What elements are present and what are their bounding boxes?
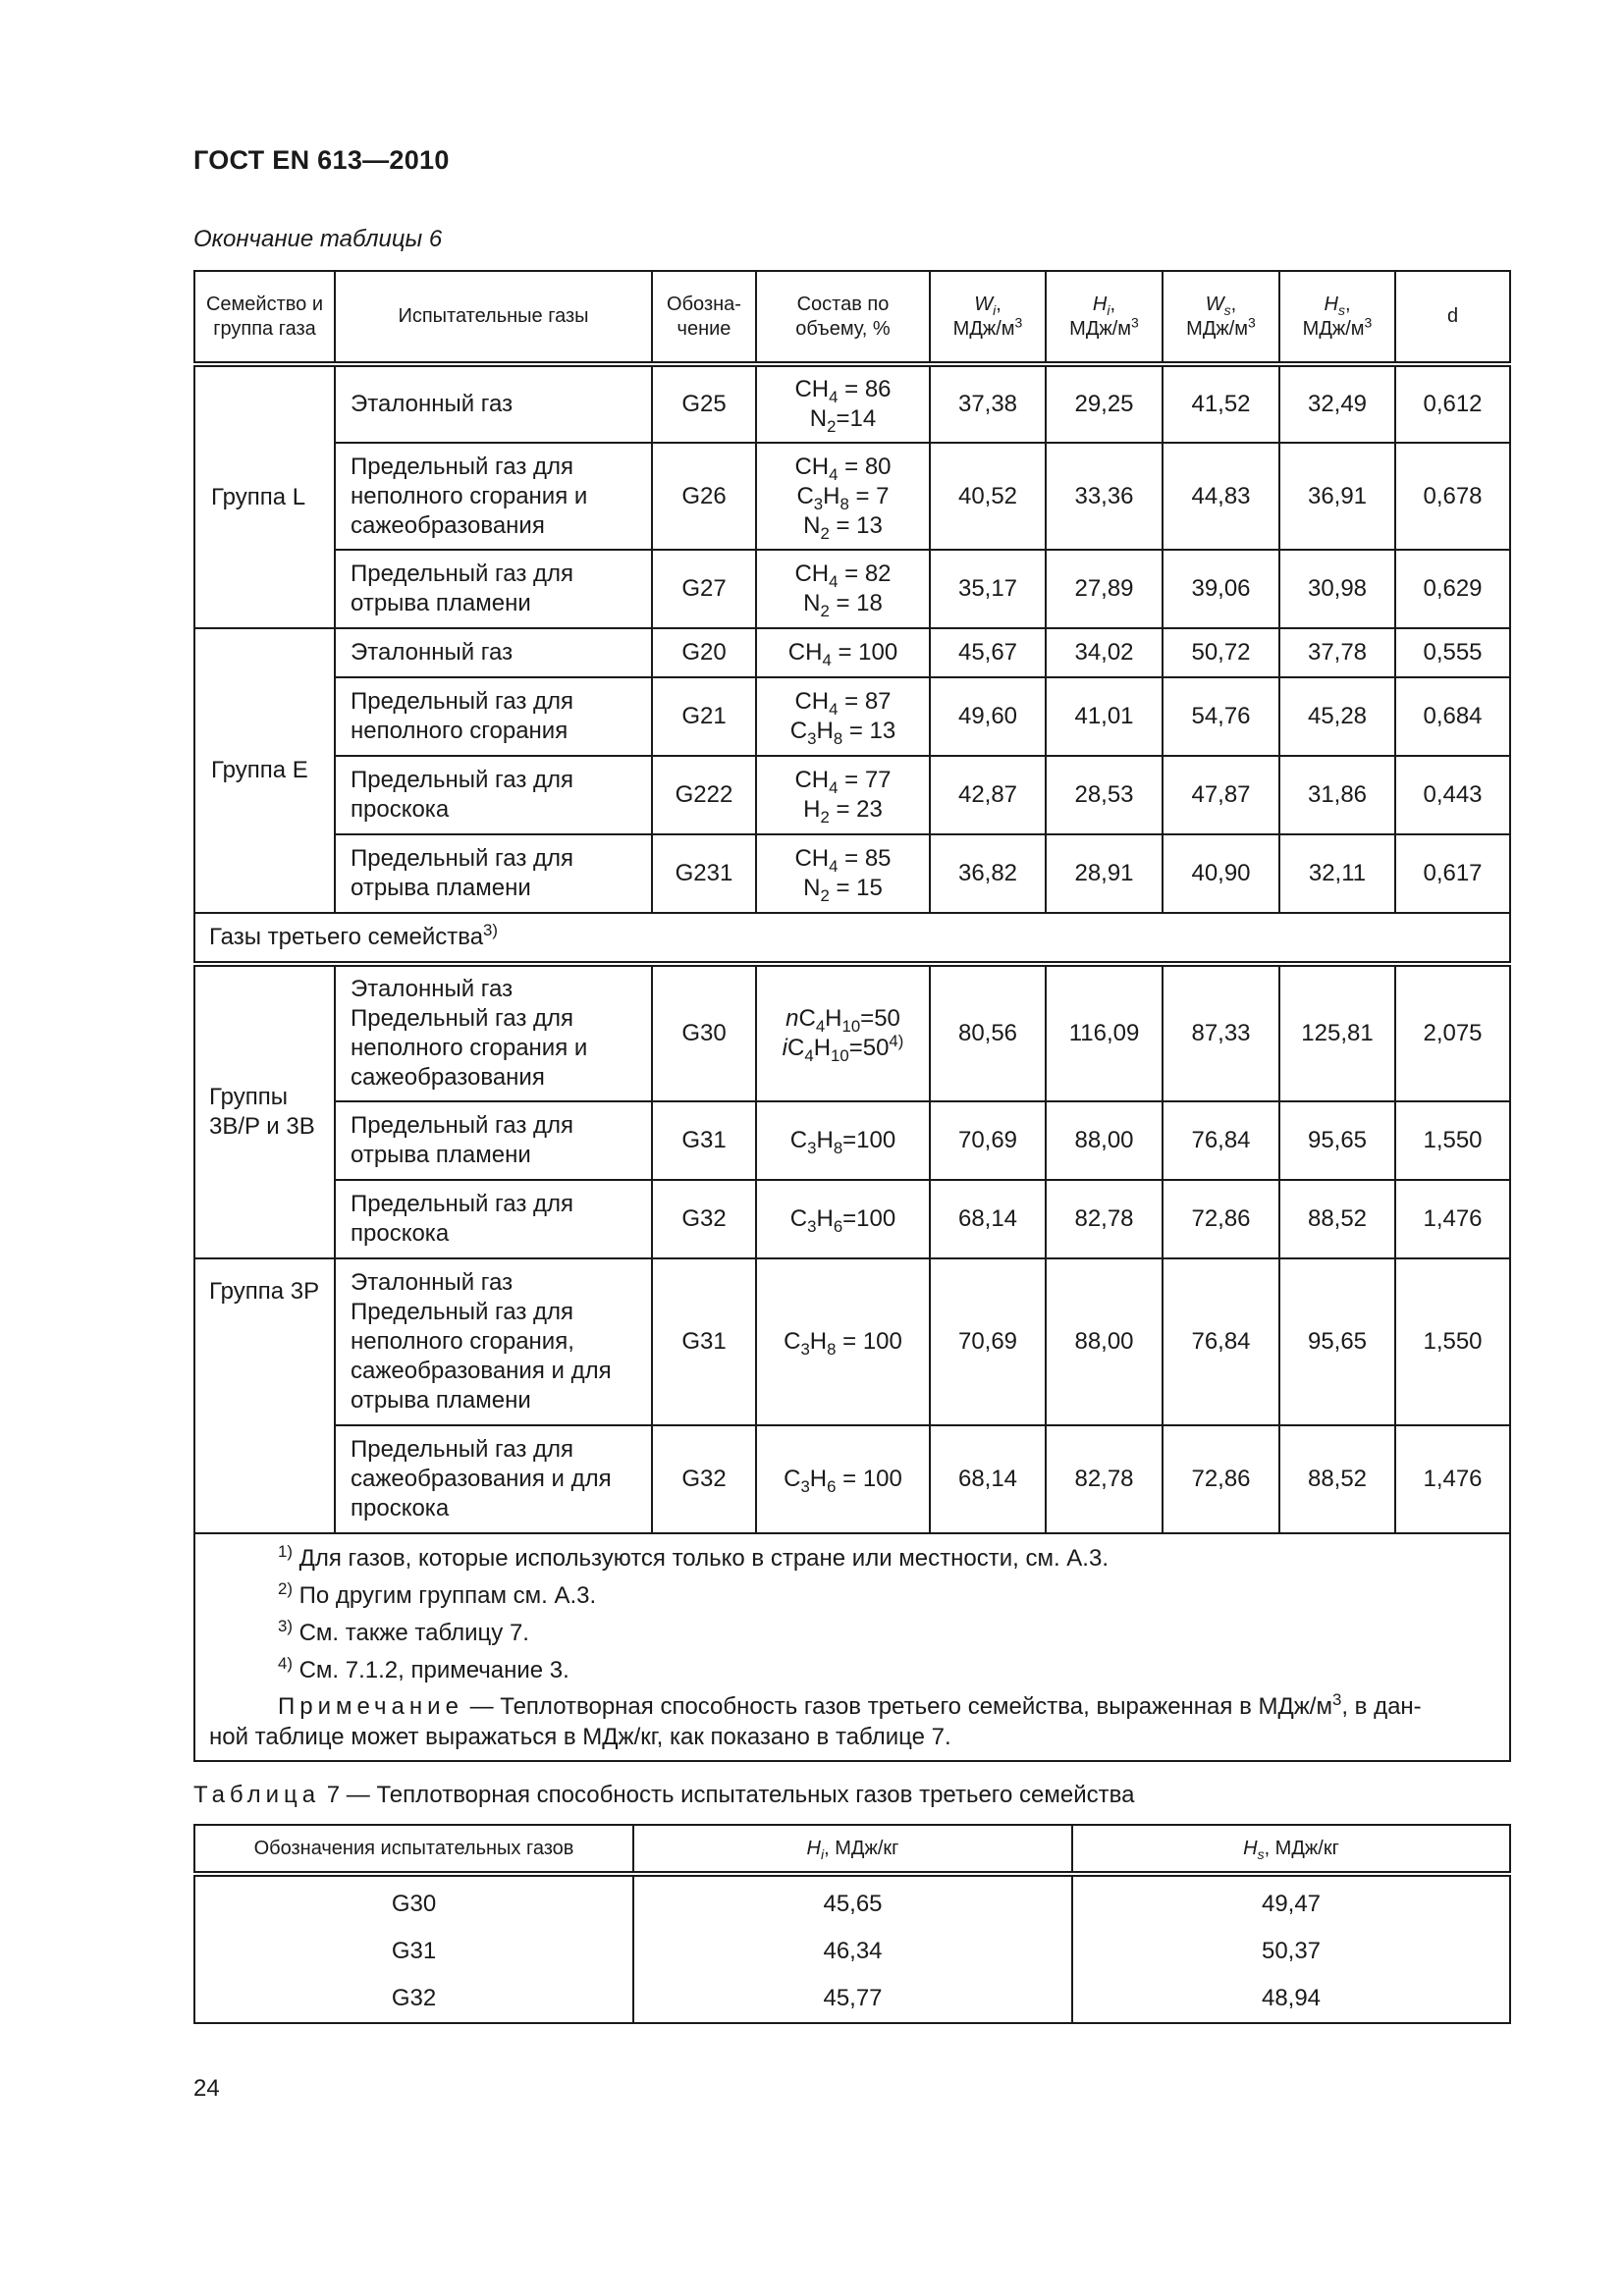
value-ws: 47,87 — [1163, 756, 1279, 834]
value-hs: 95,65 — [1279, 1258, 1395, 1425]
gas-code: G21 — [652, 677, 756, 756]
gas-composition: $CH_4 = 86$ $N_2=14$ — [756, 364, 930, 443]
value-hs: 36,91 — [1279, 443, 1395, 550]
table-row — [194, 550, 1510, 628]
value-hi: 88,00 — [1046, 1101, 1163, 1180]
t7-hs: 49,47 — [1072, 1874, 1510, 1928]
table-6-caption: Окончание таблицы 6 — [193, 226, 443, 252]
value-ws: 76,84 — [1163, 1101, 1279, 1180]
gas-code: G31 — [652, 1101, 756, 1180]
group-l-label: Группа L — [194, 364, 335, 628]
value-ws: 40,90 — [1163, 834, 1279, 913]
value-hi: 29,25 — [1046, 364, 1163, 443]
t7-header-hs: $H_s$, МДж/кг — [1072, 1825, 1510, 1874]
value-wi: 80,56 — [930, 964, 1046, 1101]
group-3bp-label: Группы 3B/P и 3B — [194, 964, 335, 1258]
value-hs: 45,28 — [1279, 677, 1395, 756]
third-family-row — [194, 913, 1510, 964]
value-d: 0,617 — [1395, 834, 1510, 913]
gas-name: Предельный газ для отрыва пламени — [335, 1101, 652, 1180]
value-hi: 88,00 — [1046, 1258, 1163, 1425]
value-d: 1,476 — [1395, 1425, 1510, 1533]
t7-hs: 50,37 — [1072, 1928, 1510, 1975]
value-wi: 35,17 — [930, 550, 1046, 628]
third-family-label: Газы третьего семейства$^{3)}$ — [194, 913, 1510, 964]
value-wi: 68,14 — [930, 1425, 1046, 1533]
value-wi: 70,69 — [930, 1101, 1046, 1180]
value-d: 0,555 — [1395, 628, 1510, 677]
value-d: 0,443 — [1395, 756, 1510, 834]
t7-header-hi: $H_i$, МДж/кг — [633, 1825, 1072, 1874]
gas-composition: $nC_4H_{10}=50$ $iC_4H_{10}=50^{4)}$ — [756, 964, 930, 1101]
value-hs: 31,86 — [1279, 756, 1395, 834]
value-d: 1,476 — [1395, 1180, 1510, 1258]
gas-name: Эталонный газ Предельный газ для неполного сгорания и сажеобразования — [335, 964, 652, 1101]
group-e-label: Группа E — [194, 628, 335, 913]
t7-code: G32 — [194, 1975, 633, 2023]
table-row — [194, 628, 1510, 677]
value-d: 0,612 — [1395, 364, 1510, 443]
t7-code: G30 — [194, 1874, 633, 1928]
header-composition: Состав по объему, % — [756, 271, 930, 364]
value-hi: 82,78 — [1046, 1180, 1163, 1258]
value-wi: 68,14 — [930, 1180, 1046, 1258]
value-ws: 41,52 — [1163, 364, 1279, 443]
gas-composition: $CH_4 = 87$ $C_3H_8 = 13$ — [756, 677, 930, 756]
table-6 — [193, 270, 1511, 1762]
header-hs: $H_s$, МДж/$м^3$ — [1279, 271, 1395, 364]
value-hs: 32,11 — [1279, 834, 1395, 913]
value-hi: 82,78 — [1046, 1425, 1163, 1533]
table-row — [194, 1874, 1510, 1928]
value-wi: 37,38 — [930, 364, 1046, 443]
t7-hs: 48,94 — [1072, 1975, 1510, 2023]
gas-code: G32 — [652, 1180, 756, 1258]
value-ws: 44,83 — [1163, 443, 1279, 550]
gas-composition: $CH_4 = 82$ $N_2 = 18$ — [756, 550, 930, 628]
value-d: 2,075 — [1395, 964, 1510, 1101]
value-ws: 72,86 — [1163, 1180, 1279, 1258]
table-row — [194, 1258, 1510, 1425]
gas-composition: $C_3H_6=100$ — [756, 1180, 930, 1258]
value-d: 0,678 — [1395, 443, 1510, 550]
value-hs: 32,49 — [1279, 364, 1395, 443]
value-d: 1,550 — [1395, 1258, 1510, 1425]
gas-name: Предельный газ для неполного сгорания — [335, 677, 652, 756]
value-wi: 49,60 — [930, 677, 1046, 756]
value-hi: 28,91 — [1046, 834, 1163, 913]
gas-code: G222 — [652, 756, 756, 834]
header-d: d — [1395, 271, 1510, 364]
gas-code: G26 — [652, 443, 756, 550]
gas-name: Предельный газ для сажеобразования и для проскока — [335, 1425, 652, 1533]
header-hi: $H_i$, МДж/$м^3$ — [1046, 271, 1163, 364]
gas-composition: $C_3H_8=100$ — [756, 1101, 930, 1180]
value-hs: 37,78 — [1279, 628, 1395, 677]
group-3p-label: Группа 3P — [194, 1258, 335, 1533]
value-wi: 36,82 — [930, 834, 1046, 913]
value-wi: 40,52 — [930, 443, 1046, 550]
gas-name: Предельный газ для проскока — [335, 1180, 652, 1258]
gas-composition: $C_3H_8 = 100$ — [756, 1258, 930, 1425]
value-d: 0,684 — [1395, 677, 1510, 756]
gas-code: G30 — [652, 964, 756, 1101]
gas-name: Предельный газ для отрыва пламени — [335, 550, 652, 628]
gas-name: Предельный газ для неполного сгорания и сажеобразования — [335, 443, 652, 550]
document-header: ГОСТ EN 613—2010 — [193, 145, 450, 175]
t7-header-designation: Обозначения испытательных газов — [194, 1825, 633, 1874]
gas-name: Предельный газ для отрыва пламени — [335, 834, 652, 913]
gas-name: Предельный газ для проскока — [335, 756, 652, 834]
value-wi: 45,67 — [930, 628, 1046, 677]
t7-hi: 45,65 — [633, 1874, 1072, 1928]
header-designation: Обозна-чение — [652, 271, 756, 364]
gas-name: Эталонный газ Предельный газ для неполного сгорания, сажеобразования и для отрыва пламени — [335, 1258, 652, 1425]
value-hi: 41,01 — [1046, 677, 1163, 756]
value-hs: 125,81 — [1279, 964, 1395, 1101]
table-7 — [193, 1824, 1511, 2024]
value-ws: 76,84 — [1163, 1258, 1279, 1425]
header-family: Семейство и группа газа — [194, 271, 335, 364]
value-hs: 88,52 — [1279, 1180, 1395, 1258]
footnote: $^{2)}$ По другим группам см. А.3. — [278, 1579, 597, 1609]
value-ws: 87,33 — [1163, 964, 1279, 1101]
table-6-header-row — [194, 271, 1510, 364]
t7-code: G31 — [194, 1928, 633, 1975]
table-row — [194, 364, 1510, 443]
value-ws: 39,06 — [1163, 550, 1279, 628]
table-row — [194, 1928, 1510, 1975]
gas-code: G32 — [652, 1425, 756, 1533]
footnote: $^{1)}$ Для газов, которые используются только в стране или местности, см. А.3. — [278, 1542, 1109, 1572]
gas-composition: $C_3H_6 = 100$ — [756, 1425, 930, 1533]
header-ws: $W_s$, МДж/$м^3$ — [1163, 271, 1279, 364]
footnote: $^{4)}$ См. 7.1.2, примечание 3. — [278, 1654, 569, 1683]
page-number: 24 — [193, 2075, 220, 2102]
table-row — [194, 1101, 1510, 1180]
value-hs: 30,98 — [1279, 550, 1395, 628]
gas-name: Эталонный газ — [335, 364, 652, 443]
footnote: $^{3)}$ См. также таблицу 7. — [278, 1617, 529, 1646]
table-row — [194, 1425, 1510, 1533]
value-wi: 70,69 — [930, 1258, 1046, 1425]
footnotes-row — [194, 1533, 1510, 1761]
value-hi: 34,02 — [1046, 628, 1163, 677]
table-row — [194, 834, 1510, 913]
value-hs: 95,65 — [1279, 1101, 1395, 1180]
value-ws: 72,86 — [1163, 1425, 1279, 1533]
gas-name: Эталонный газ — [335, 628, 652, 677]
header-gases: Испытательные газы — [335, 271, 652, 364]
table-row — [194, 1180, 1510, 1258]
t7-hi: 46,34 — [633, 1928, 1072, 1975]
gas-composition: $CH_4 = 85$ $N_2 = 15$ — [756, 834, 930, 913]
footnotes-cell — [194, 1533, 1510, 1761]
table-row — [194, 1975, 1510, 2023]
value-ws: 54,76 — [1163, 677, 1279, 756]
table-row — [194, 964, 1510, 1101]
table-row — [194, 677, 1510, 756]
gas-code: G31 — [652, 1258, 756, 1425]
gas-composition: $CH_4 = 77$ $H_2 = 23$ — [756, 756, 930, 834]
table-row — [194, 443, 1510, 550]
gas-composition: $CH_4 = 100$ — [756, 628, 930, 677]
gas-code: G231 — [652, 834, 756, 913]
gas-code: G25 — [652, 364, 756, 443]
value-hi: 116,09 — [1046, 964, 1163, 1101]
table-row — [194, 756, 1510, 834]
value-wi: 42,87 — [930, 756, 1046, 834]
value-d: 0,629 — [1395, 550, 1510, 628]
table-note: Примечание — Теплотворная способность газов третьего семейства, выраженная в МДж/$м^3$, в дан- ной таблице может выражаться в МДж/кг, как показано в таблице 7. — [209, 1690, 1422, 1750]
value-hi: 27,89 — [1046, 550, 1163, 628]
gas-code: G27 — [652, 550, 756, 628]
value-hi: 28,53 — [1046, 756, 1163, 834]
t7-hi: 45,77 — [633, 1975, 1072, 2023]
table-7-header-row — [194, 1825, 1510, 1874]
value-d: 1,550 — [1395, 1101, 1510, 1180]
value-hi: 33,36 — [1046, 443, 1163, 550]
value-ws: 50,72 — [1163, 628, 1279, 677]
header-wi: $W_i$, МДж/$м^3$ — [930, 271, 1046, 364]
table-7-caption: Таблица 7 — Теплотворная способность испытательных газов третьего семейства — [193, 1782, 1135, 1808]
value-hs: 88,52 — [1279, 1425, 1395, 1533]
gas-code: G20 — [652, 628, 756, 677]
gas-composition: $CH_4 = 80$ $C_3H_8 = 7$ $N_2 = 13$ — [756, 443, 930, 550]
